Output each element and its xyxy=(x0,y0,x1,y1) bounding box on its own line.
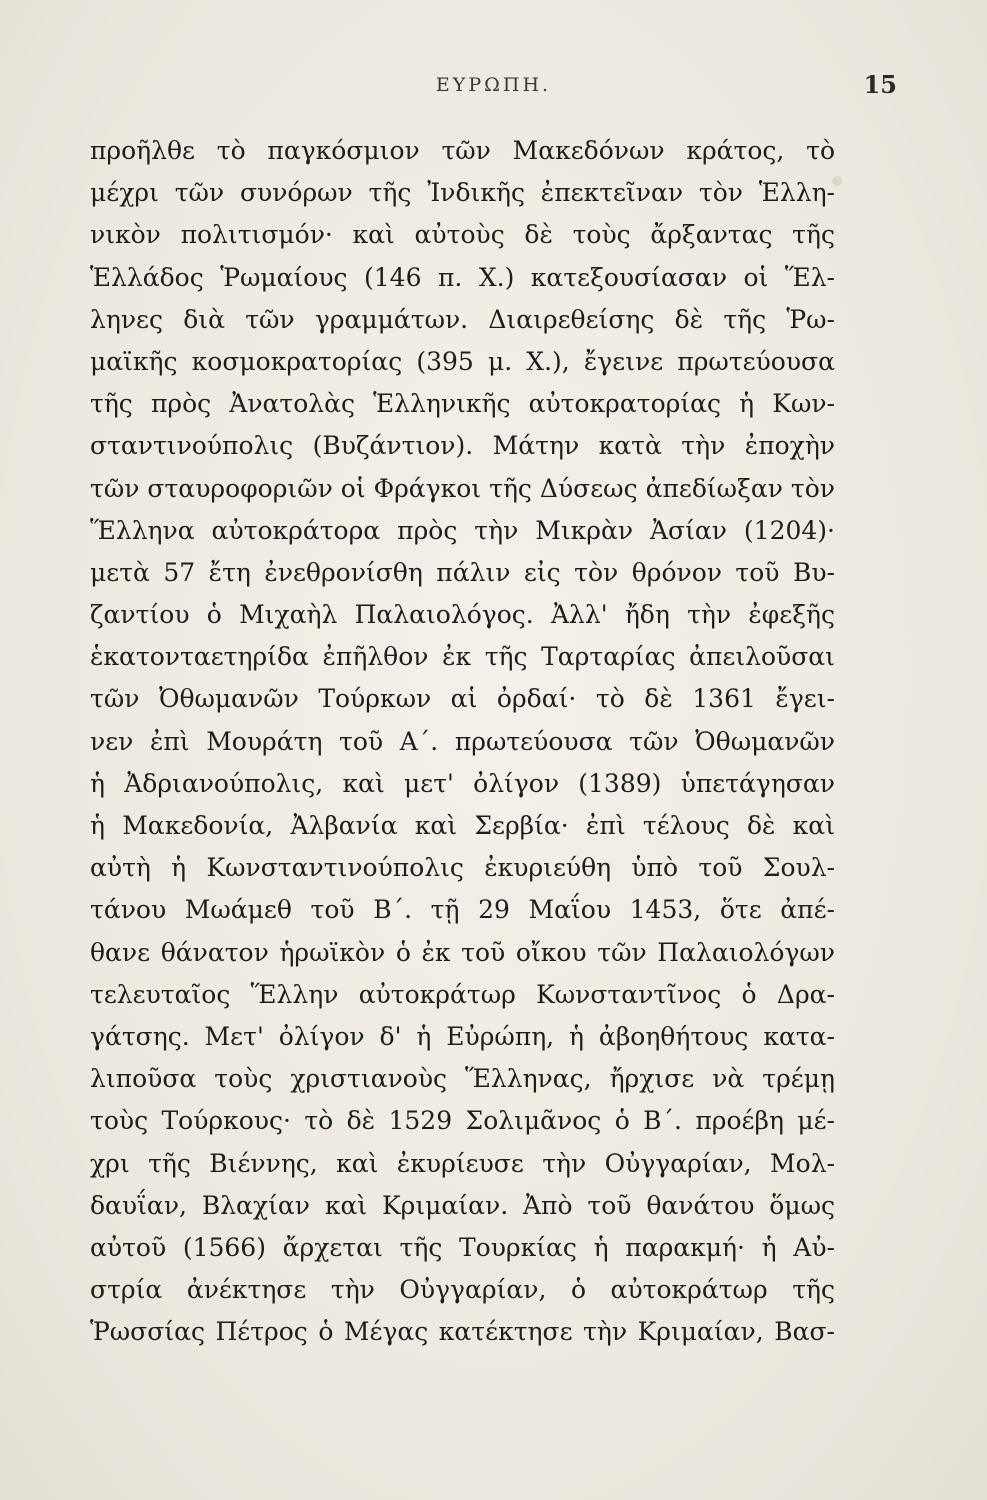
text-line: θανε θάνατον ἡρωϊκὸν ὁ ἐκ τοῦ οἴκου τῶν Παλαιολόγων xyxy=(90,937,835,967)
text-line: αὐτοῦ (1566) ἄρχεται τῆς Τουρκίας ἡ παρακμή· ἡ Αὐ- xyxy=(90,1232,835,1262)
text-line: Ῥωσσίας Πέτρος ὁ Μέγας κατέκτησε τὴν Κριμαίαν, Βασ- xyxy=(90,1317,835,1347)
text-line: τελευταῖος Ἕλλην αὐτοκράτωρ Κωνσταντῖνος ὁ Δρα- xyxy=(90,979,835,1009)
text-line: Ἑλλάδος Ῥωμαίους (146 π. Χ.) κατεξουσίασαν οἱ Ἕλ- xyxy=(90,262,835,292)
text-line: δαυΐαν, Βλαχίαν καὶ Κριμαίαν. Ἀπὸ τοῦ θανάτου ὅμως xyxy=(90,1190,835,1220)
text-line: τάνου Μωάμεθ τοῦ Β΄. τῇ 29 Μαΐου 1453, ὅτε ἀπέ- xyxy=(90,895,835,925)
text-line: ἡ Ἀδριανούπολις, καὶ μετ' ὀλίγον (1389) ὑπετάγησαν xyxy=(90,768,835,798)
text-line: χρι τῆς Βιέννης, καὶ ἐκυρίευσε τὴν Οὐγγαρίαν, Μολ- xyxy=(90,1148,835,1178)
text-line: ἑκατονταετηρίδα ἐπῆλθον ἐκ τῆς Ταρταρίας ἀπειλοῦσαι xyxy=(90,642,835,672)
text-line: τῆς πρὸς Ἀνατολὰς Ἑλληνικῆς αὐτοκρατορίας ἡ Κων- xyxy=(90,389,835,419)
text-line: μετὰ 57 ἔτη ἐνεθρονίσθη πάλιν εἰς τὸν θρόνον τοῦ Βυ- xyxy=(90,557,835,587)
text-line: νικὸν πολιτισμόν· καὶ αὐτοὺς δὲ τοὺς ἄρξαντας τῆς xyxy=(90,220,835,250)
text-line: τῶν Ὀθωμανῶν Τούρκων αἱ ὀρδαί· τὸ δὲ 1361 ἔγει- xyxy=(90,684,835,714)
text-line: γάτσης. Μετ' ὀλίγον δ' ἡ Εὐρώπη, ἡ ἀβοηθήτους κατα- xyxy=(90,1021,835,1051)
text-line: μαϊκῆς κοσμοκρατορίας (395 μ. Χ.), ἔγεινε πρωτεύουσα xyxy=(90,346,835,376)
text-line: Ἕλληνα αὐτοκράτορα πρὸς τὴν Μικρὰν Ἀσίαν (1204)· xyxy=(90,515,835,545)
body-text xyxy=(90,130,835,1390)
text-line: ζαντίου ὁ Μιχαὴλ Παλαιολόγος. Ἀλλ' ἤδη τὴν ἐφεξῆς xyxy=(90,600,835,630)
text-line: αὐτὴ ἡ Κωνσταντινούπολις ἐκυριεύθη ὑπὸ τοῦ Σουλ- xyxy=(90,853,835,883)
text-line: ληνες διὰ τῶν γραμμάτων. Διαιρεθείσης δὲ τῆς Ῥω- xyxy=(90,304,835,334)
text-line: μέχρι τῶν συνόρων τῆς Ἰνδικῆς ἐπεκτεῖναν τὸν Ἑλλη- xyxy=(90,178,835,208)
text-line: λιποῦσα τοὺς χριστιανοὺς Ἕλληνας, ἤρχισε νὰ τρέμῃ xyxy=(90,1064,835,1094)
page-header xyxy=(90,70,897,110)
page-number: 15 xyxy=(863,70,897,99)
text-line: τοὺς Τούρκους· τὸ δὲ 1529 Σολιμᾶνος ὁ Β΄. προέβη μέ- xyxy=(90,1106,835,1136)
text-line: στρία ἀνέκτησε τὴν Οὐγγαρίαν, ὁ αὐτοκράτωρ τῆς xyxy=(90,1275,835,1305)
text-line: ἡ Μακεδονία, Ἀλβανία καὶ Σερβία· ἐπὶ τέλους δὲ καὶ xyxy=(90,811,835,840)
text-line: προῆλθε τὸ παγκόσμιον τῶν Μακεδόνων κράτος, τὸ xyxy=(90,136,835,165)
text-line: νεν ἐπὶ Μουράτη τοῦ Α΄. πρωτεύουσα τῶν Ὀθωμανῶν xyxy=(90,726,835,756)
text-line: τῶν σταυροφοριῶν οἱ Φράγκοι τῆς Δύσεως ἀπεδίωξαν τὸν xyxy=(90,473,835,503)
running-head: ΕΥΡΩΠΗ. xyxy=(435,74,552,96)
text-line: σταντινούπολις (Βυζάντιον). Μάτην κατὰ τὴν ἐποχὴν xyxy=(90,431,835,461)
ink-smudge xyxy=(832,176,842,186)
